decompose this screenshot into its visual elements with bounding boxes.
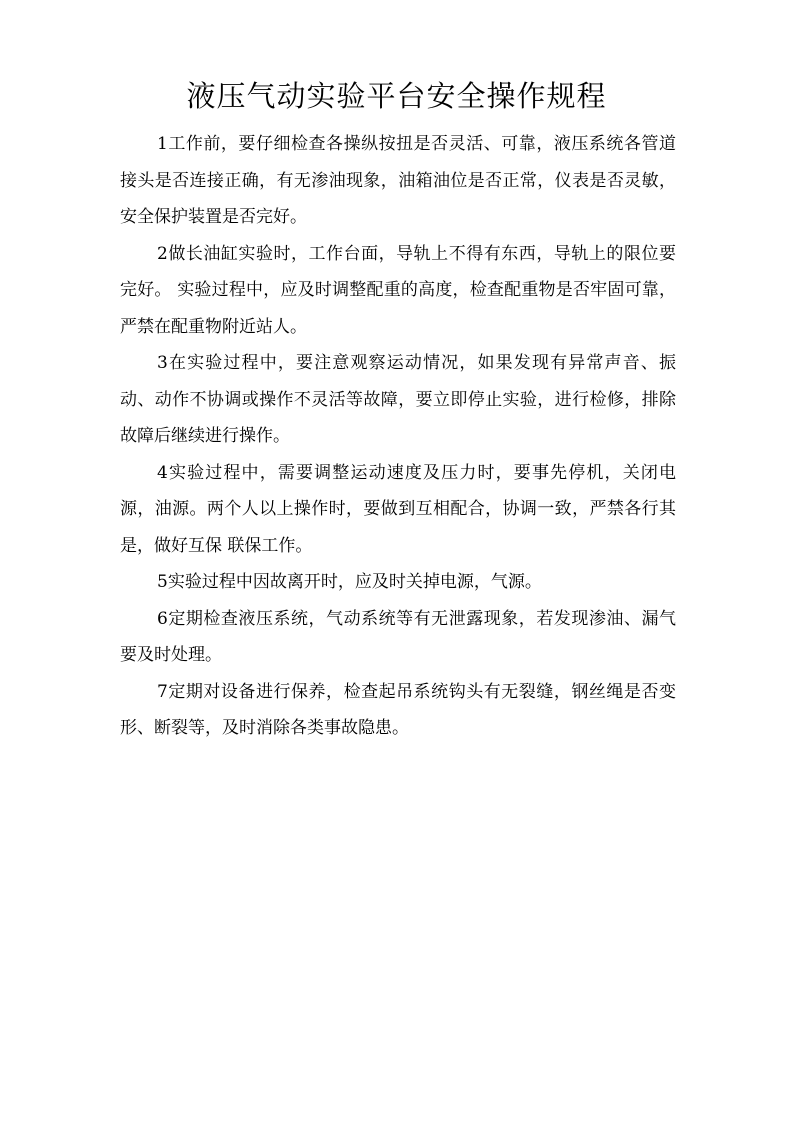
paragraph-2: 2做长油缸实验时，工作台面，导轨上不得有东西，导轨上的限位要完好。 实验过程中，应及时调整配重的高度，检查配重物是否牢固可靠，严禁在配重物附近站人。 — [120, 243, 676, 337]
paragraph-4: 4实验过程中，需要调整运动速度及压力时，要事先停机，关闭电源，油源。两个人以上操作时，要做到互相配合，协调一致，严禁各行其是，做好互保 联保工作。 — [120, 462, 676, 556]
paragraph-3: 3在实验过程中，要注意观察运动情况，如果发现有异常声音、振动、动作不协调或操作不灵活等故障，要立即停止实验，进行检修，排除故障后继续进行操作。 — [120, 353, 676, 446]
paragraph-6: 6定期检查液压系统，气动系统等有无泄露现象，若发现渗油、漏气要及时处理。 — [120, 608, 676, 665]
paragraph-7: 7定期对设备进行保养，检查起吊系统钩头有无裂缝，钢丝绳是否变形、断裂等，及时消除各类事故隐患。 — [120, 681, 676, 738]
document-title: 液压气动实验平台安全操作规程 — [186, 79, 607, 113]
paragraph-1: 1工作前，要仔细检查各操纵按扭是否灵活、可靠，液压系统各管道接头是否连接正确，有无渗油现象，油箱油位是否正常，仪表是否灵敏，安全保护装置是否完好。 — [120, 134, 676, 227]
paragraph-5: 5实验过程中因故离开时，应及时关掉电源，气源。 — [157, 572, 542, 592]
document-body — [120, 126, 676, 747]
